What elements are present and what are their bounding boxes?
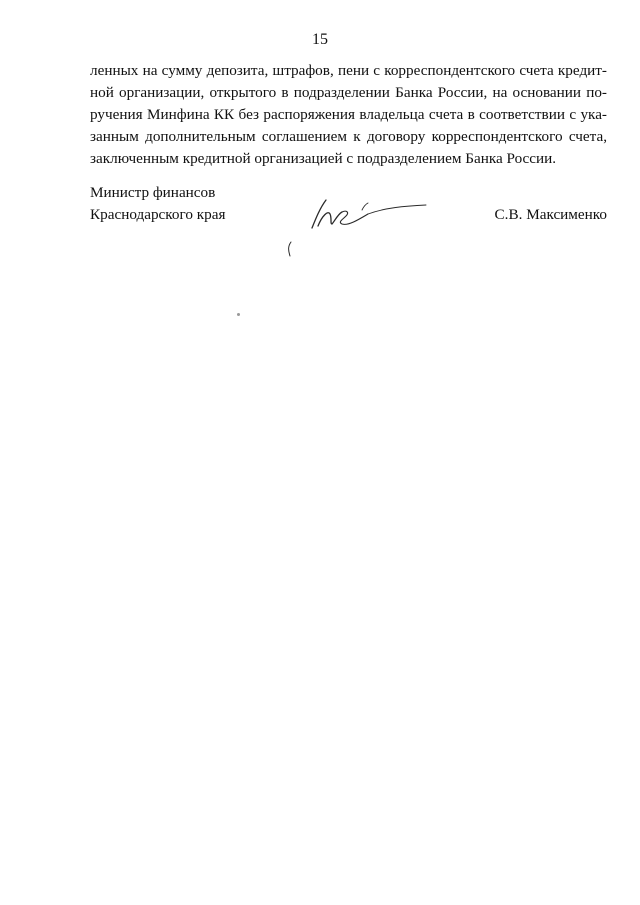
- body-line: ленных на сумму депозита, штрафов, пени с корреспондентского счета кредит-: [90, 62, 607, 79]
- page-number: 15: [312, 31, 328, 48]
- signer-title-line-1: Министр финансов: [90, 184, 216, 201]
- body-line: занным дополнительным соглашением к договору корреспондентского счета,: [90, 128, 607, 145]
- signer-title: [90, 182, 225, 226]
- handwritten-signature: [280, 188, 440, 268]
- scan-speck: [237, 313, 240, 316]
- body-line: ручения Минфина КК без распоряжения владельца счета в соответствии с ука-: [90, 106, 607, 123]
- body-paragraph: [90, 60, 607, 170]
- signer-title-line-2: Краснодарского края: [90, 206, 226, 223]
- body-line: ной организации, открытого в подразделении Банка России, на основании по-: [90, 84, 607, 101]
- body-line: заключенным кредитной организацией с подразделением Банка России.: [90, 150, 557, 167]
- signer-name: С.В. Максименко: [494, 206, 607, 223]
